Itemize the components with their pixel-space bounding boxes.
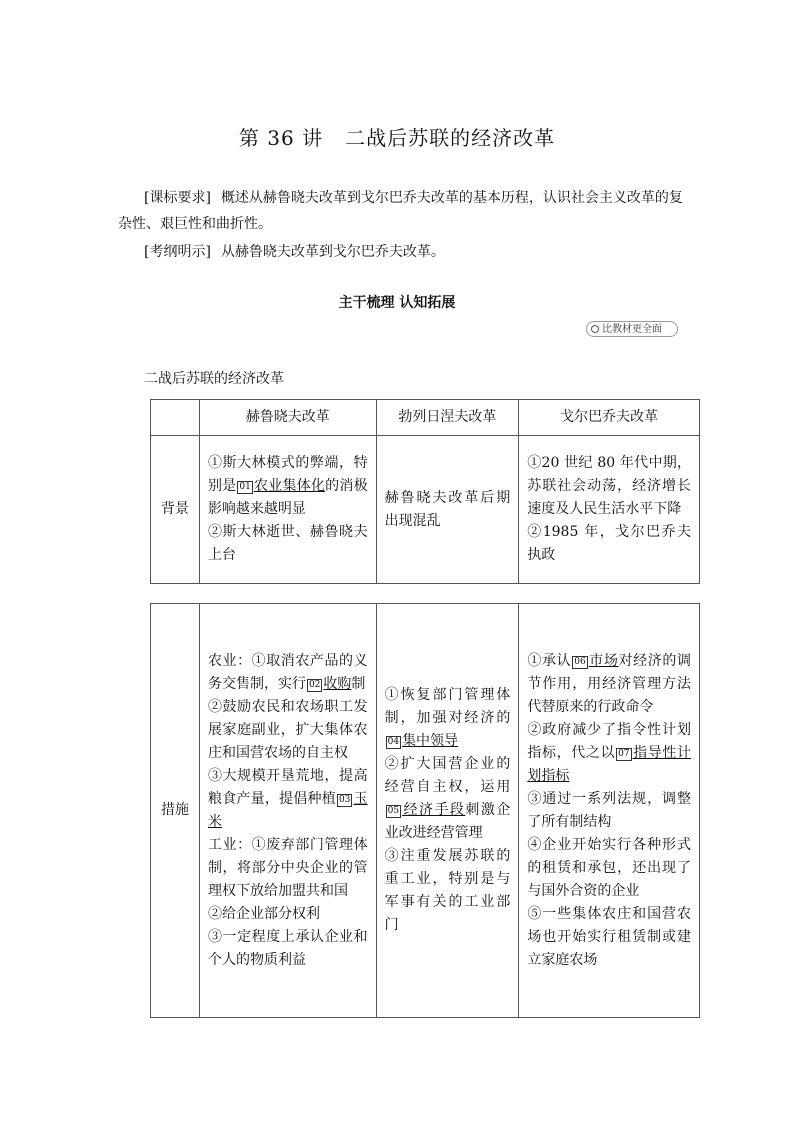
answer-01: 农业集体化 — [253, 478, 326, 494]
reform-table-measures — [150, 603, 700, 1018]
answer-03: 玉米 — [207, 790, 368, 830]
header-gorbachev: 戈尔巴乔夫改革 — [519, 400, 700, 436]
answer-06: 市场 — [588, 652, 619, 669]
cell-brezhnev-measures: ①恢复部门管理体制，加强对经济的04 集中领导 ②扩大国营企业的经营自主权，运用05 经济手段刺激企业改进经营管理 ③注重发展苏联的重工业，特别是与军事有关的工业部门 — [376, 604, 519, 1018]
outline-text: 从赫鲁晓夫改革到戈尔巴乔夫改革。 — [220, 244, 445, 260]
cell-brezhnev-background: 赫鲁晓夫改革后期出现混乱 — [376, 436, 519, 584]
cell-khrushchev-background: ①斯大林模式的弊端，特别是 01 农业集体化的消极影响越来越明显 ②斯大林逝世、赫鲁晓夫上台 — [199, 436, 376, 584]
outline-tag: [考纲明示] — [144, 244, 211, 260]
header-khrushchev: 赫鲁晓夫改革 — [199, 400, 376, 436]
cell-gorbachev-measures: ①承认 06 市场对经济的调节作用，用经济管理方法代替原来的行政命令 ②政府减少了指令性计划指标，代之以 07 指导性计划指标 ③通过一系列法规，调整了所有制结构 ④企业开始实行各种形式的租赁和承包，还出现了与国外合资的企业 ⑤一些集体农庄和国营农场也开始实行租赁制或建立家庭农场 — [519, 604, 700, 1018]
requirements-text: 概述从赫鲁晓夫改革到戈尔巴乔夫改革的基本历程，认识社会主义改革的复杂性、艰巨性和曲折性。 — [118, 190, 683, 232]
table-row-measures — [151, 604, 700, 1018]
answer-05: 经济手段 — [402, 802, 466, 818]
table-title: 二战后苏联的经济改革 — [144, 371, 284, 387]
answer-02: 收购 — [323, 675, 352, 692]
reform-table-background — [150, 399, 700, 584]
more-complete-badge — [586, 321, 678, 337]
badge-label: 比教材更全面 — [602, 324, 662, 335]
table-header-row — [151, 400, 700, 436]
answer-number-02: 02 — [308, 679, 321, 690]
section-heading: 主干梳理 认知拓展 — [338, 295, 456, 311]
header-empty — [151, 400, 200, 436]
answer-number-06: 06 — [574, 656, 586, 667]
answer-number-03: 03 — [338, 794, 351, 805]
answer-number-05: 05 — [387, 806, 400, 816]
answer-number-07: 07 — [618, 748, 630, 759]
page-title — [0, 122, 794, 151]
row-label-measures: 措施 — [151, 604, 200, 1018]
answer-07: 指导性计划指标 — [527, 744, 692, 784]
requirements-paragraph — [118, 185, 684, 237]
cell-khrushchev-measures: 农业：①取消农产品的义务交售制，实行 02 收购制 ②鼓励农民和农场职工发展家庭副业，扩大集体农庄和国营农场的自主权 ③大规模开垦荒地，提高粮食产量，提倡种植 03 玉米 工业：①废弃部门管理体制，将部分中央企业的管理权下放给加盟共和国 ②给企业部分权利 ③一定程度上承认企业和个人的物质利益 — [199, 604, 376, 1018]
answer-number-04: 04 — [387, 737, 400, 747]
outline-paragraph — [144, 239, 710, 265]
answer-number-01: 01 — [239, 482, 251, 492]
lecture-number: 第 36 讲 — [238, 126, 324, 150]
answer-04: 集中领导 — [402, 733, 459, 749]
cell-gorbachev-background: ①20 世纪 80 年代中期，苏联社会动荡，经济增长速度及人民生活水平下降 ②1985 年，戈尔巴乔夫执政 — [519, 436, 700, 584]
table-row-background — [151, 436, 700, 584]
requirements-tag: [课标要求] — [144, 190, 211, 206]
magnifier-icon — [591, 325, 599, 333]
header-brezhnev: 勃列日涅夫改革 — [376, 400, 519, 436]
row-label-background: 背景 — [151, 436, 200, 584]
lecture-title: 二战后苏联的经济改革 — [345, 126, 556, 150]
